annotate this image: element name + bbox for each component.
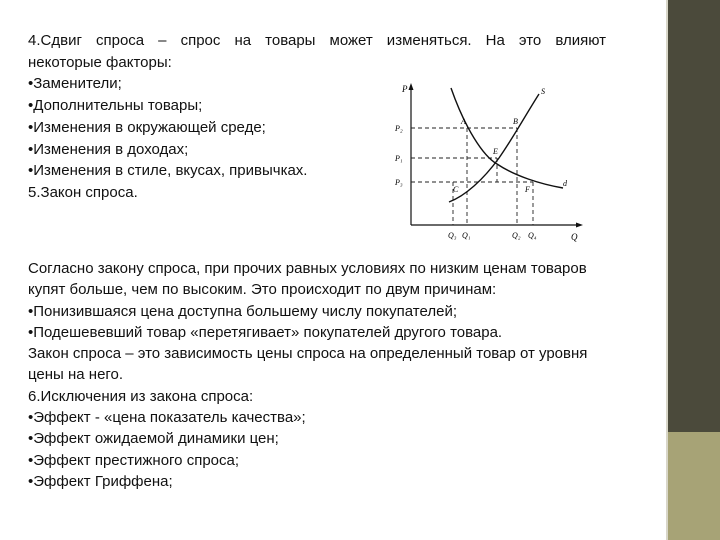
quantity-label-q3: Q₃	[448, 231, 457, 240]
text-line: •Эффект - «цена показатель качества»;	[28, 409, 306, 427]
quantity-label-q1: Q₁	[462, 231, 471, 240]
point-label-c: C	[453, 185, 459, 194]
quantity-label-q2: Q₂	[512, 231, 521, 240]
point-label-a: A	[461, 117, 466, 126]
price-label-p2: P₂	[395, 124, 403, 133]
text-line: 5.Закон спроса.	[28, 183, 138, 201]
text-line: 4.Сдвиг спроса – спрос на товары может изменяться. На это влияют	[28, 32, 606, 49]
sidebar-olive-stripe	[668, 432, 720, 540]
text-line: •Дополнительны товары;	[28, 97, 203, 115]
text-line: •Изменения в доходах;	[28, 140, 189, 158]
text-line: •Заменители;	[28, 75, 122, 93]
text-line: некоторые факторы:	[28, 53, 172, 71]
text-line: 6.Исключения из закона спроса:	[28, 387, 254, 405]
text-line: Закон спроса – это зависимость цены спроса на определенный товар от уровня	[28, 345, 588, 363]
decorative-sidebar	[668, 0, 720, 540]
sidebar-dark-stripe	[668, 0, 720, 432]
text-line: •Понизившаяся цена доступна большему числу покупателей;	[28, 302, 457, 320]
text-line: •Изменения в окружающей среде;	[28, 118, 266, 136]
demand-curve	[451, 88, 563, 188]
price-label-p3: P₃	[395, 178, 403, 187]
supply-demand-diagram	[365, 80, 585, 242]
y-axis-arrow	[409, 83, 414, 90]
bottom-text-block	[28, 258, 656, 492]
point-label-e: E	[493, 147, 498, 156]
diagram-svg	[365, 80, 585, 242]
quantity-label-q4: Q₄	[528, 231, 537, 240]
point-label-b: B	[513, 117, 518, 126]
x-axis-arrow	[576, 223, 583, 228]
curve-label-d: d	[563, 179, 567, 188]
text-line: •Подешевевший товар «перетягивает» покупателей другого товара.	[28, 323, 503, 341]
point-label-f: F	[525, 185, 530, 194]
price-label-p1: P₁	[395, 154, 403, 163]
text-line: •Изменения в стиле, вкусах, привычках.	[28, 162, 308, 180]
text-line: •Эффект Гриффена;	[28, 472, 173, 490]
text-line: купят больше, чем по высоким. Это происходит по двум причинам:	[28, 281, 497, 299]
text-line: цены на него.	[28, 366, 124, 384]
text-line: •Эффект ожидаемой динамики цен;	[28, 430, 279, 448]
axis-label-p: P	[402, 84, 408, 94]
curve-label-s: S	[541, 87, 545, 96]
text-line: Согласно закону спроса, при прочих равных условиях по низким ценам товаров	[28, 260, 587, 277]
text-line: •Эффект престижного спроса;	[28, 451, 240, 469]
axis-label-q: Q	[571, 232, 578, 242]
